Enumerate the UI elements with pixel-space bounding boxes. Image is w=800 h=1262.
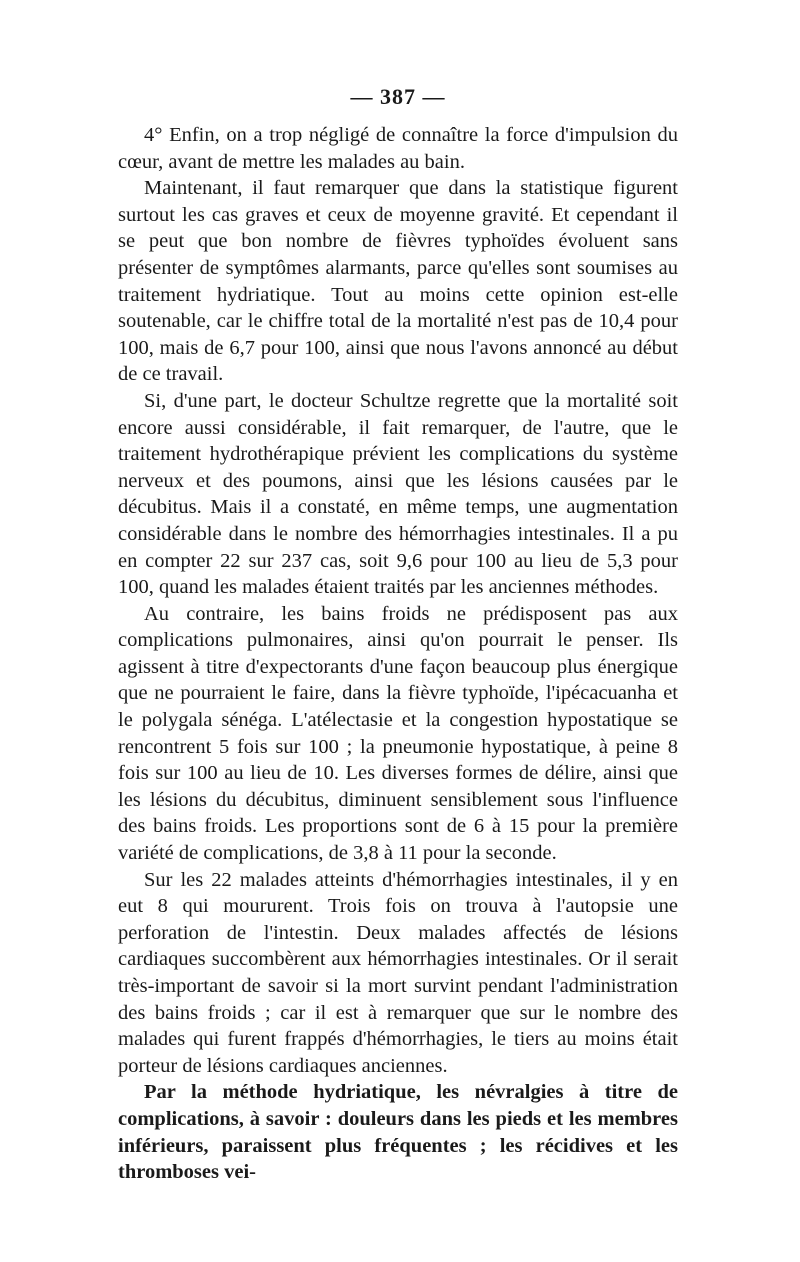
- paragraph-schultze: Si, d'une part, le docteur Schultze regrette que la mortalité soit encore aussi considérable, il fait remarquer, de l'autre, que le traitement hydrothérapique prévient les complications du système nerveux et des poumons, ainsi que les lésions causées par le décubitus. Mais il a constaté, en même temps, une augmentation considérable dans le nombre des hémorrhagies intestinales. Il a pu en compter 22 sur 237 cas, soit 9,6 pour 100 au lieu de 5,3 pour 100, quand les malades étaient traités par les anciennes méthodes.: [118, 389, 678, 599]
- paragraph-nevralgies: Par la méthode hydriatique, les névralgies à titre de complications, à savoir : douleurs dans les pieds et les membres inférieurs, paraissent plus fréquentes ; les récidives et les thromboses vei-: [118, 1081, 678, 1184]
- paragraph-bains-froids: Au contraire, les bains froids ne prédisposent pas aux complications pulmonaires, ainsi qu'on pourrait le penser. Ils agissent à titre d'expectorants d'une façon beaucoup plus énergique que ne pourraient le faire, dans la fièvre typhoïde, l'ipécacuanha et le polygala sénéga. L'atélectasie et la congestion hypostatique se rencontrent 5 fois sur 100 ; la pneumonie hypostatique, à peine 8 fois sur 100 au lieu de 10. Les diverses formes de délire, ainsi que les lésions du décubitus, diminuent sensiblement sous l'influence des bains froids. Les proportions sont de 6 à 15 pour la première variété de complications, de 3,8 à 11 pour la seconde.: [118, 602, 678, 865]
- paragraph-impulsion: 4° Enfin, on a trop négligé de connaître la force d'impulsion du cœur, avant de mettre les malades au bain.: [118, 124, 678, 173]
- paragraph-hemorrhagies: Sur les 22 malades atteints d'hémorrhagies intestinales, il y en eut 8 qui moururent. Trois fois on trouva à l'autopsie une perforation de l'intestin. Deux malades affectés de lésions cardiaques succombèrent aux hémorrhagies intestinales. Or il serait très-important de savoir si la mort survint pendant l'administration des bains froids ; car il est à remarquer que sur le nombre des malades qui furent frappés d'hémorrhagies, le tiers au moins était porteur de lésions cardiaques anciennes.: [118, 868, 678, 1077]
- paragraph-statistique: Maintenant, il faut remarquer que dans la statistique figurent surtout les cas graves et ceux de moyenne gravité. Et cependant il se peut que bon nombre de fièvres typhoïdes évoluent sans présenter de symptômes alarmants, parce qu'elles sont soumises au traitement hydriatique. Tout au moins cette opinion est-elle soutenable, car le chiffre total de la mortalité n'est pas de 10,4 pour 100, mais de 6,7 pour 100, ainsi que nous l'avons annoncé au début de ce travail.: [118, 177, 678, 386]
- page-number: — 387 —: [350, 84, 446, 109]
- book-page: [118, 84, 678, 1186]
